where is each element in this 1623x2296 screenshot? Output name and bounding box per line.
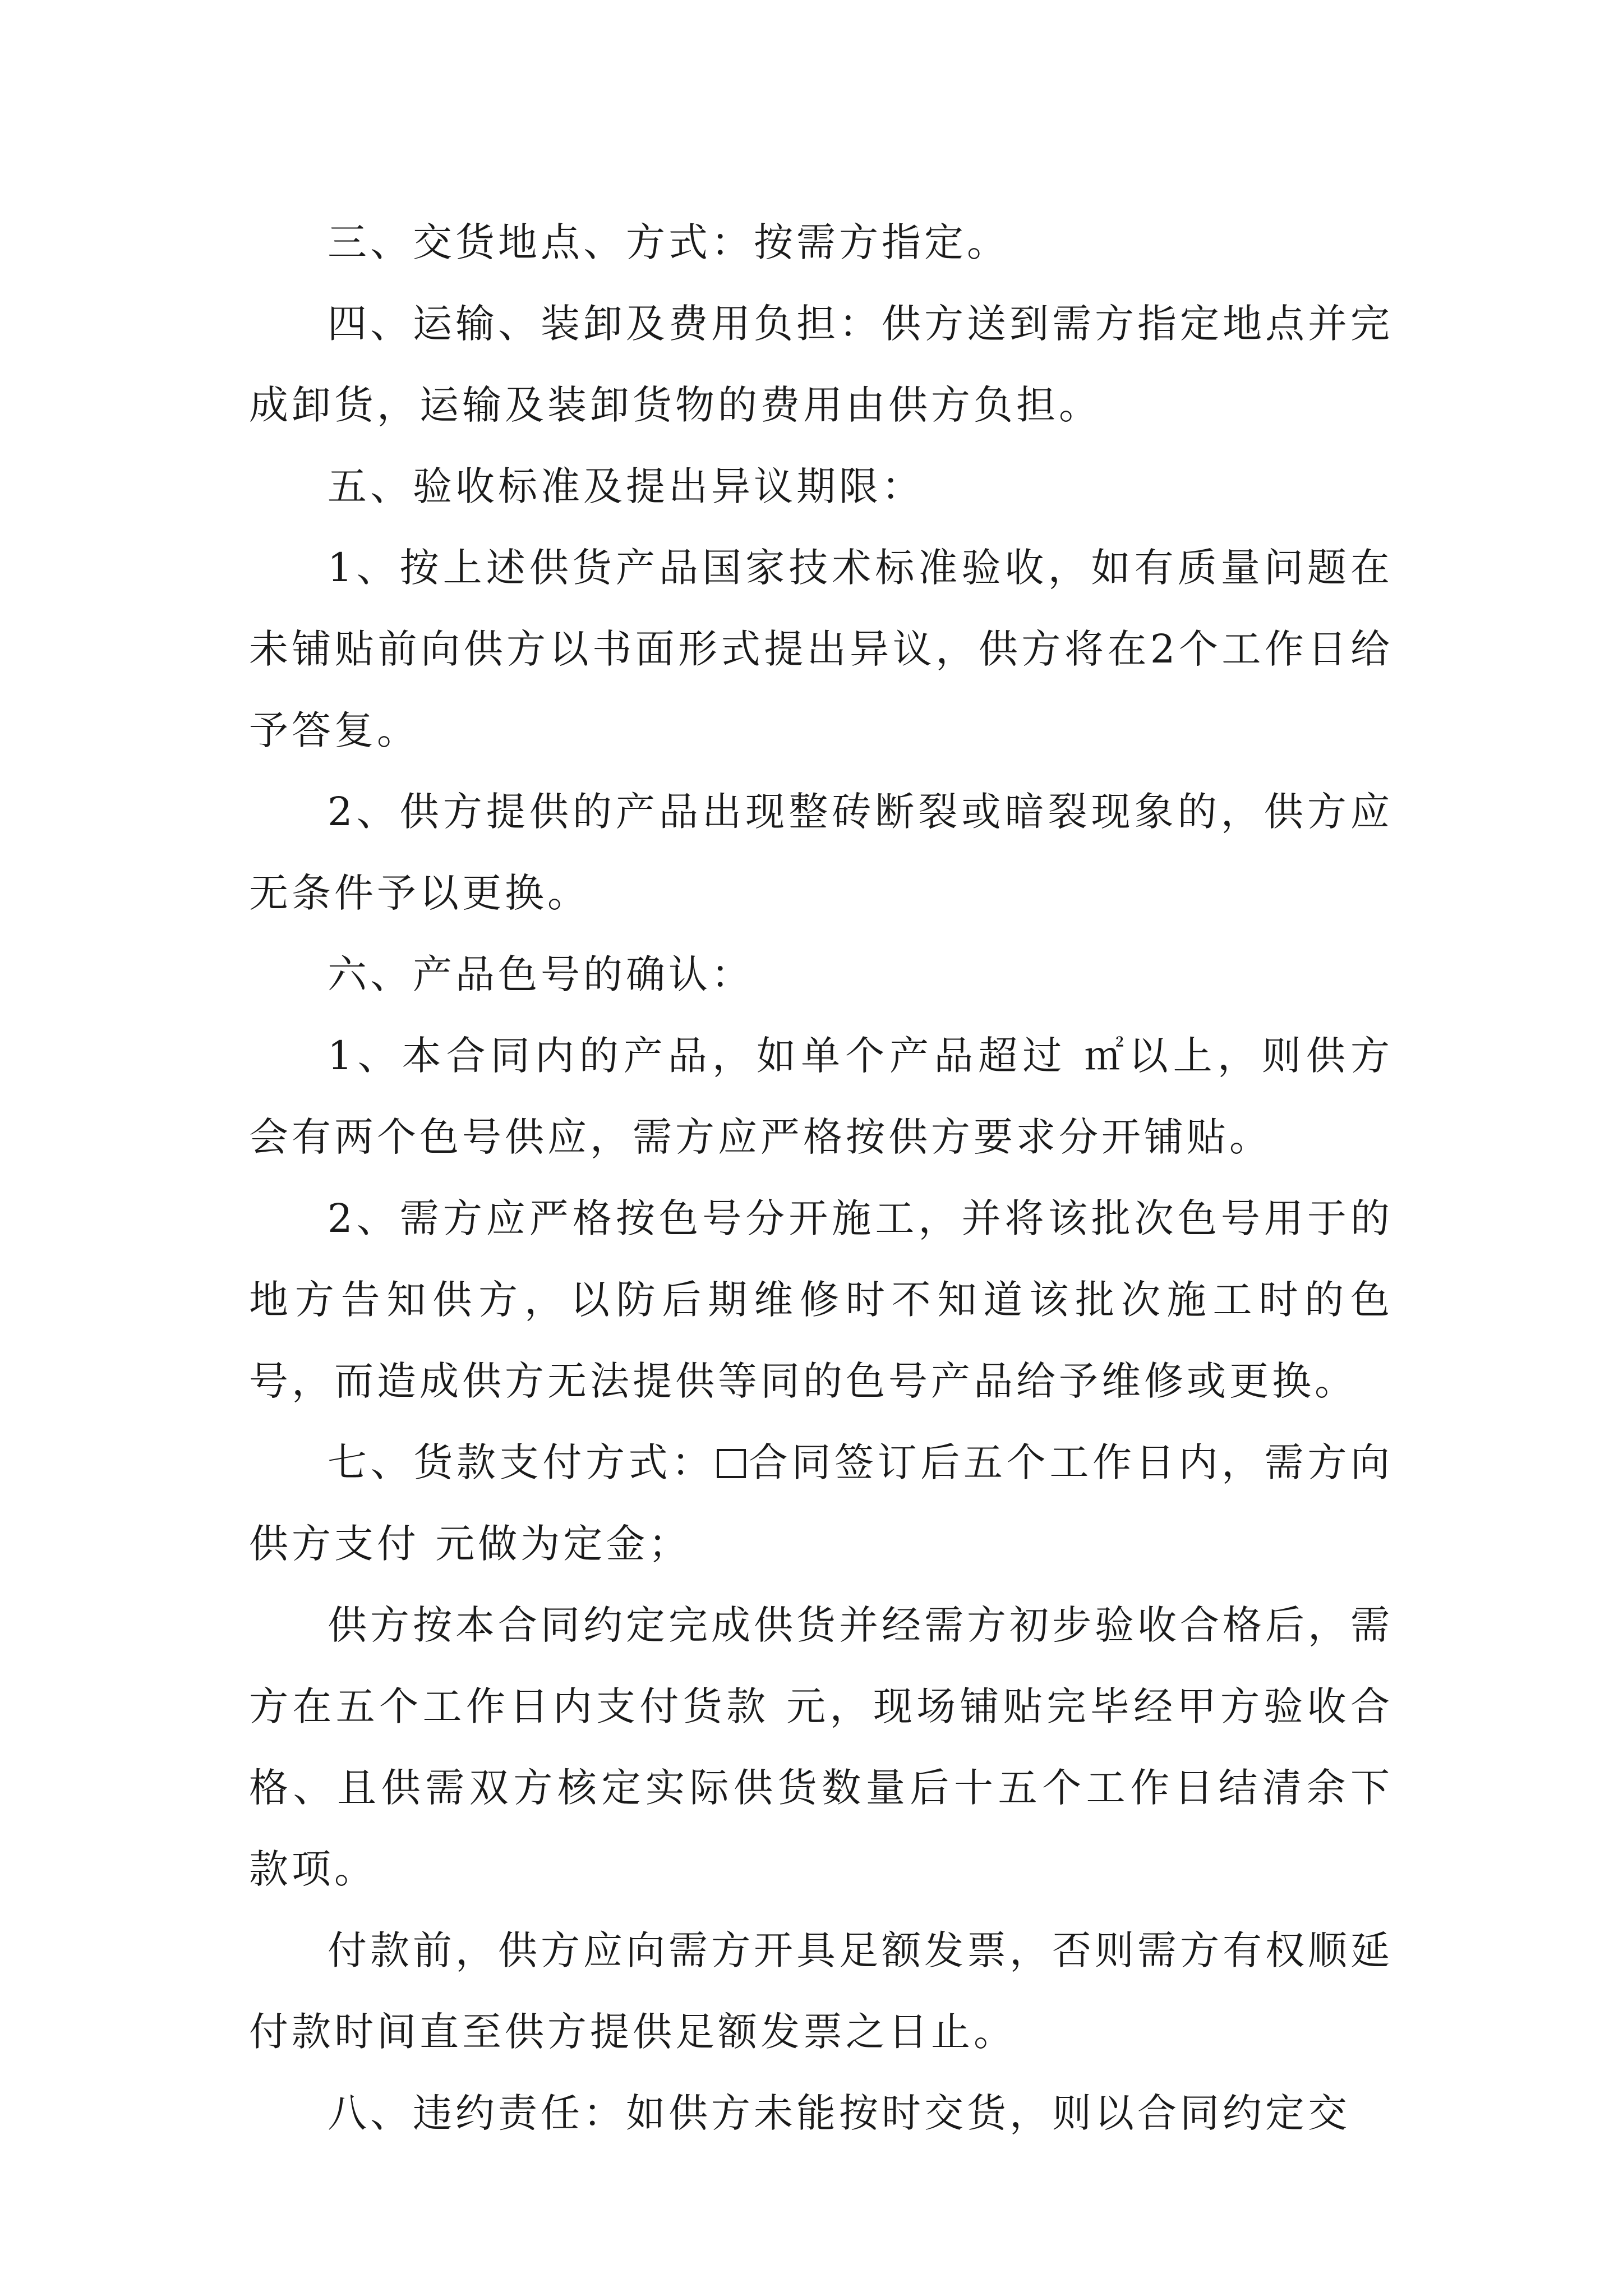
paragraph-payment-method xyxy=(249,1422,1393,1585)
payment-method-deposit: 合同签订后五个工作日内，需方向供方支付 元做为定金； xyxy=(249,1439,1393,1567)
paragraph-payment-balance: 供方按本合同约定完成供货并经需方初步验收合格后，需方在五个工作日内支付货款 元，现场铺贴完毕经甲方验收合格、且供需双方核定实际供货数量后十五个工作日结清余下款项。 xyxy=(249,1602,1393,1892)
paragraph-acceptance-2: 2、供方提供的产品出现整砖断裂或暗裂现象的，供方应无条件予以更换。 xyxy=(249,789,1393,916)
paragraph-transport-costs: 四、运输、装卸及费用负担：供方送到需方指定地点并完成卸货，运输及装卸货物的费用由供方负担。 xyxy=(249,301,1393,428)
paragraph-invoice: 付款前，供方应向需方开具足额发票，否则需方有权顺延付款时间直至供方提供足额发票之日止。 xyxy=(249,1927,1393,2055)
paragraph-color-2: 2、需方应严格按色号分开施工，并将该批次色号用于的地方告知供方，以防后期维修时不知道该批次施工时的色号，而造成供方无法提供等同的色号产品给予维修或更换。 xyxy=(249,1195,1393,1404)
paragraph-delivery-location: 三、交货地点、方式：按需方指定。 xyxy=(328,219,1009,265)
paragraph-color-heading: 六、产品色号的确认： xyxy=(328,951,754,997)
document-body xyxy=(249,202,1393,2154)
checkbox-icon[interactable] xyxy=(717,1449,746,1478)
payment-method-label: 七、货款支付方式： xyxy=(328,1439,714,1485)
paragraph-liability: 八、违约责任：如供方未能按时交货，则以合同约定交 xyxy=(328,2090,1350,2136)
paragraph-acceptance-heading: 五、验收标准及提出异议期限： xyxy=(328,463,924,509)
paragraph-color-1: 1、本合同内的产品，如单个产品超过 ㎡以上，则供方会有两个色号供应，需方应严格按供方要求分开铺贴。 xyxy=(249,1033,1393,1160)
paragraph-acceptance-1: 1、按上述供货产品国家技术标准验收，如有质量问题在未铺贴前向供方以书面形式提出异议，供方将在2个工作日给予答复。 xyxy=(249,545,1393,753)
